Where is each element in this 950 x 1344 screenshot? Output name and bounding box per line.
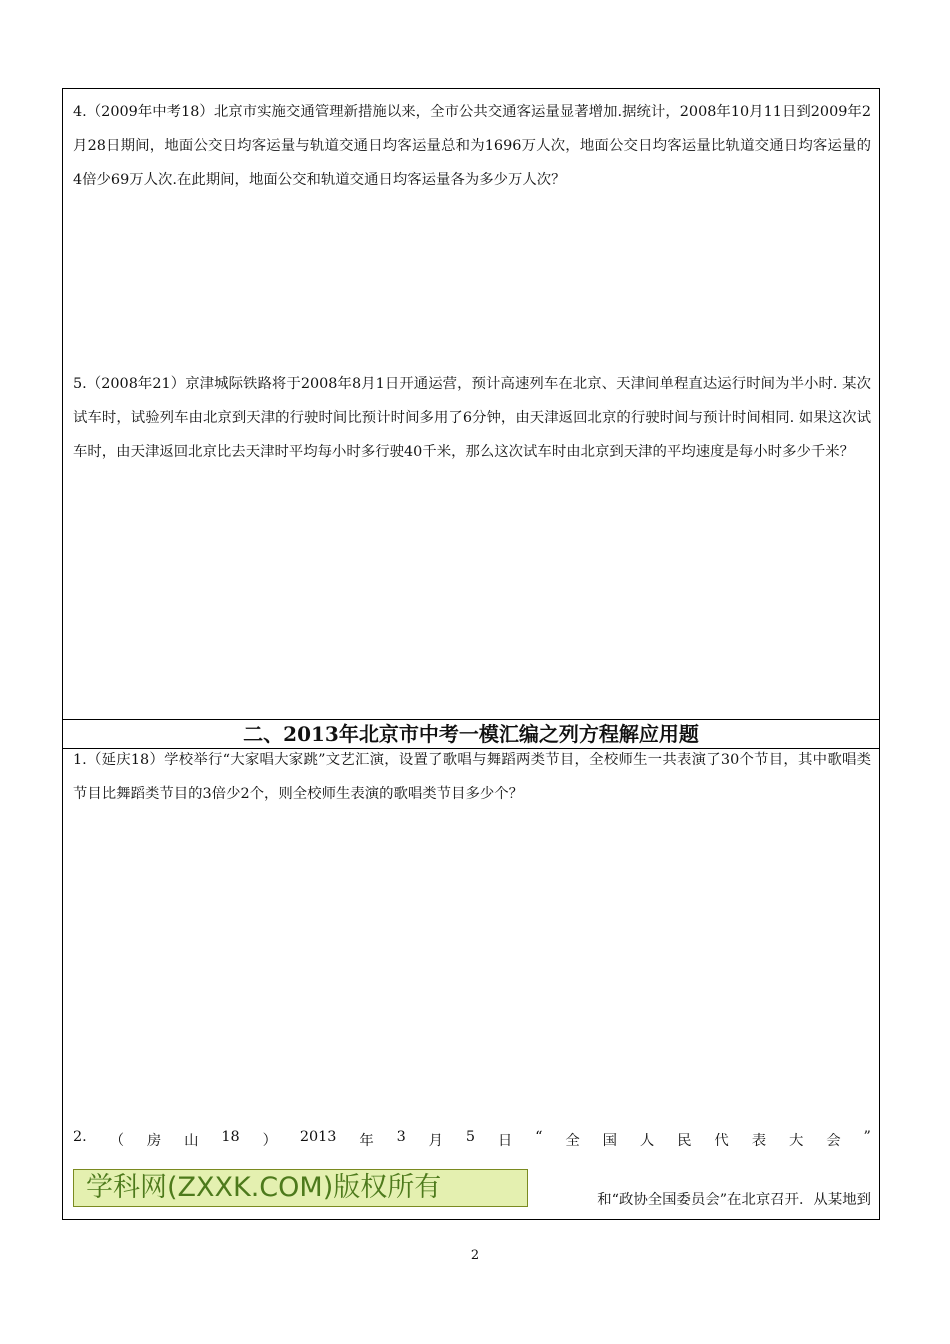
p2-token: 代 (714, 1133, 729, 1149)
p2-token: ） (262, 1133, 277, 1149)
p2-token: 日 (497, 1133, 513, 1149)
section2-title: 二、2013年北京市中考一模汇编之列方程解应用题 (63, 719, 879, 749)
problem-2-continuation: 和“政协全国委员会”在北京召开．从某地到 (597, 1192, 871, 1208)
p2-token: 会 (826, 1133, 841, 1149)
p2-token: （ (109, 1133, 124, 1149)
p2-token: 大 (788, 1133, 804, 1149)
p2-token: 国 (602, 1133, 618, 1149)
p2-token: 2. (73, 1129, 87, 1145)
problem-4: 4.（2009年中考18）北京市实施交通管理新措施以来，全市公共交通客运量显著增加.据统计，2008年10月11日到2009年2月28日期间，地面公交日均客运量与轨道交通日均客运量总和为1696万人次，地面公交日均客运量比轨道交通日均客运量的4倍少69万人次.在此期间，地面公交和轨道交通日均客运量各为多少万人次？ (73, 104, 871, 188)
p2-token: 月 (428, 1133, 443, 1149)
p2-token: 山 (184, 1133, 199, 1149)
problem-2-second-line (73, 1169, 871, 1209)
p2-token: 2013 (299, 1129, 337, 1145)
section2-cell (63, 749, 879, 1221)
p2-token: 3 (396, 1129, 406, 1145)
p2-token: 人 (639, 1133, 655, 1149)
problem-2-first-line (73, 1129, 871, 1150)
watermark-banner: 学科网(ZXXK.COM)版权所有 (73, 1169, 528, 1207)
page-number: 2 (470, 1248, 480, 1263)
section1-cell (63, 89, 879, 719)
p2-token: ” (863, 1129, 871, 1145)
p2-token: 民 (677, 1133, 692, 1149)
document-table (62, 88, 880, 1220)
p2-token: 表 (751, 1133, 767, 1149)
p2-token: 18 (221, 1129, 240, 1145)
p2-token: 房 (146, 1133, 162, 1149)
problem-5: 5.（2008年21）京津城际铁路将于2008年8月1日开通运营，预计高速列车在北京、天津间单程直达运行时间为半小时. 某次试车时，试验列车由北京到天津的行驶时间比预计时间多用了6分钟，由天津返回北京的行驶时间与预计时间相同. 如果这次试车时，由天津返回北京比去天津时平均每小时多行驶40千米，那么这次试车时由北京到天津的平均速度是每小时多少千米？ (73, 376, 871, 460)
p2-token: 年 (359, 1133, 374, 1149)
p2-token: 5 (465, 1129, 476, 1145)
p2-token: “ (535, 1129, 543, 1145)
p2-token: 全 (565, 1133, 580, 1149)
problem-1: 1.（延庆18）学校举行“大家唱大家跳”文艺汇演，设置了歌唱与舞蹈两类节目，全校师生一共表演了30个节目，其中歌唱类节目比舞蹈类节目的3倍少2个，则全校师生表演的歌唱类节目多少个？ (73, 752, 871, 802)
